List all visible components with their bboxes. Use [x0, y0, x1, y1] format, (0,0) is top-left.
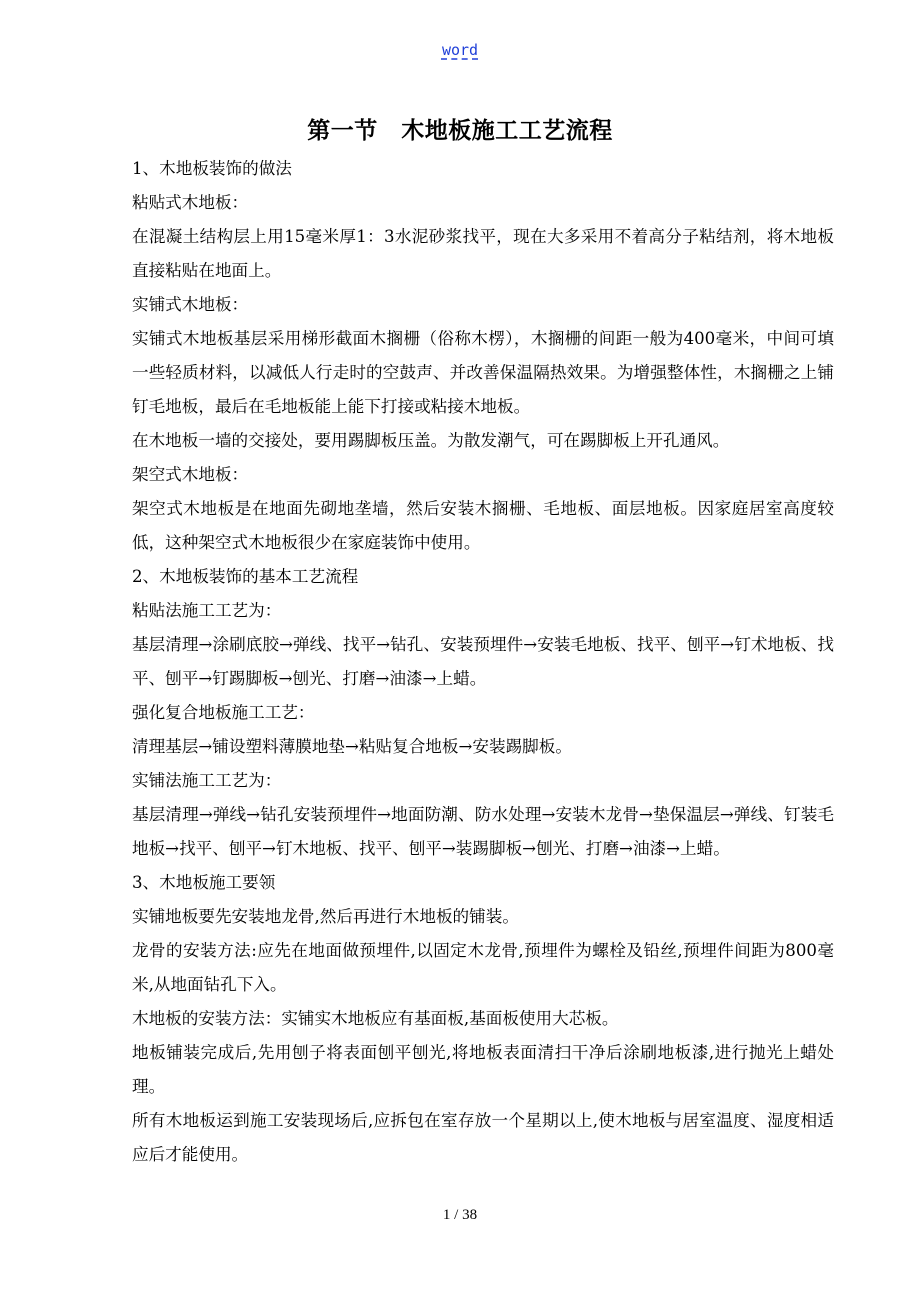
paragraph-solid-floor: 实铺式木地板基层采用梯形截面木搁栅（俗称木楞），木搁栅的间距一般为400毫米，中间可填一些轻质材料，以减低人行走时的空鼓声、并改善保温隔热效果。为增强整体性，木搁栅之上铺钉毛地板，最后在毛地板能上能下打接或粘接木地板。	[132, 329, 834, 416]
paragraph-solid-process: 基层清理→弹线→钻孔安装预埋件→地面防潮、防水处理→安装木龙骨→垫保温层→弹线、钉装毛地板→找平、刨平→钉木地板、找平、刨平→装踢脚板→刨光、打磨→油漆→上蜡。	[132, 805, 834, 858]
document-body	[132, 152, 834, 1172]
paragraph-raised-floor: 架空式木地板是在地面先砌地垄墙，然后安装木搁栅、毛地板、面层地板。因家庭居室高度较低，这种架空式木地板很少在家庭装饰中使用。	[132, 499, 834, 552]
paragraph-floor-method: 木地板的安装方法：实铺实木地板应有基面板,基面板使用大芯板。	[132, 1009, 619, 1028]
paragraph-acclimation: 所有木地板运到施工安装现场后,应拆包在室存放一个星期以上,使木地板与居室温度、湿度相适应后才能使用。	[132, 1111, 834, 1164]
subheading-raised-floor: 架空式木地板：	[132, 465, 249, 484]
heading-3: 3、木地板施工要领	[132, 873, 276, 892]
paragraph-keel-first: 实铺地板要先安装地龙骨,然后再进行木地板的铺装。	[132, 907, 519, 926]
paragraph-keel-method: 龙骨的安装方法:应先在地面做预埋件,以固定木龙骨,预埋件为螺栓及铅丝,预埋件间距为800毫米,从地面钻孔下入。	[132, 941, 834, 994]
subheading-laminate-process: 强化复合地板施工工艺：	[132, 703, 315, 722]
subheading-paste-floor: 粘贴式木地板：	[132, 193, 249, 212]
heading-1: 1、木地板装饰的做法	[132, 159, 292, 178]
header-word-link[interactable]: word	[441, 41, 479, 59]
heading-2: 2、木地板装饰的基本工艺流程	[132, 567, 359, 586]
paragraph-paste-process: 基层清理→涂刷底胶→弹线、找平→钻孔、安装预埋件→安装毛地板、找平、刨平→钉术地板、找平、刨平→钉踢脚板→刨光、打磨→油漆→上蜡。	[132, 635, 834, 688]
subheading-paste-process: 粘贴法施工工艺为：	[132, 601, 282, 620]
page-number: 1 / 38	[442, 1207, 478, 1223]
subheading-solid-process: 实铺法施工工艺为：	[132, 771, 282, 790]
page-header	[0, 41, 920, 59]
paragraph-finishing: 地板铺装完成后,先用刨子将表面刨平刨光,将地板表面清扫干净后涂刷地板漆,进行抛光上蜡处理。	[132, 1043, 834, 1096]
subheading-solid-floor: 实铺式木地板：	[132, 295, 249, 314]
paragraph-paste-floor: 在混凝土结构层上用15毫米厚1：3水泥砂浆找平，现在大多采用不着高分子粘结剂，将木地板直接粘贴在地面上。	[132, 227, 834, 280]
section-title: 第一节 木地板施工工艺流程	[307, 117, 613, 144]
paragraph-laminate-process: 清理基层→铺设塑料薄膜地垫→粘贴复合地板→安装踢脚板。	[132, 737, 572, 756]
paragraph-skirting: 在木地板一墙的交接处，要用踢脚板压盖。为散发潮气，可在踢脚板上开孔通风。	[132, 431, 730, 450]
